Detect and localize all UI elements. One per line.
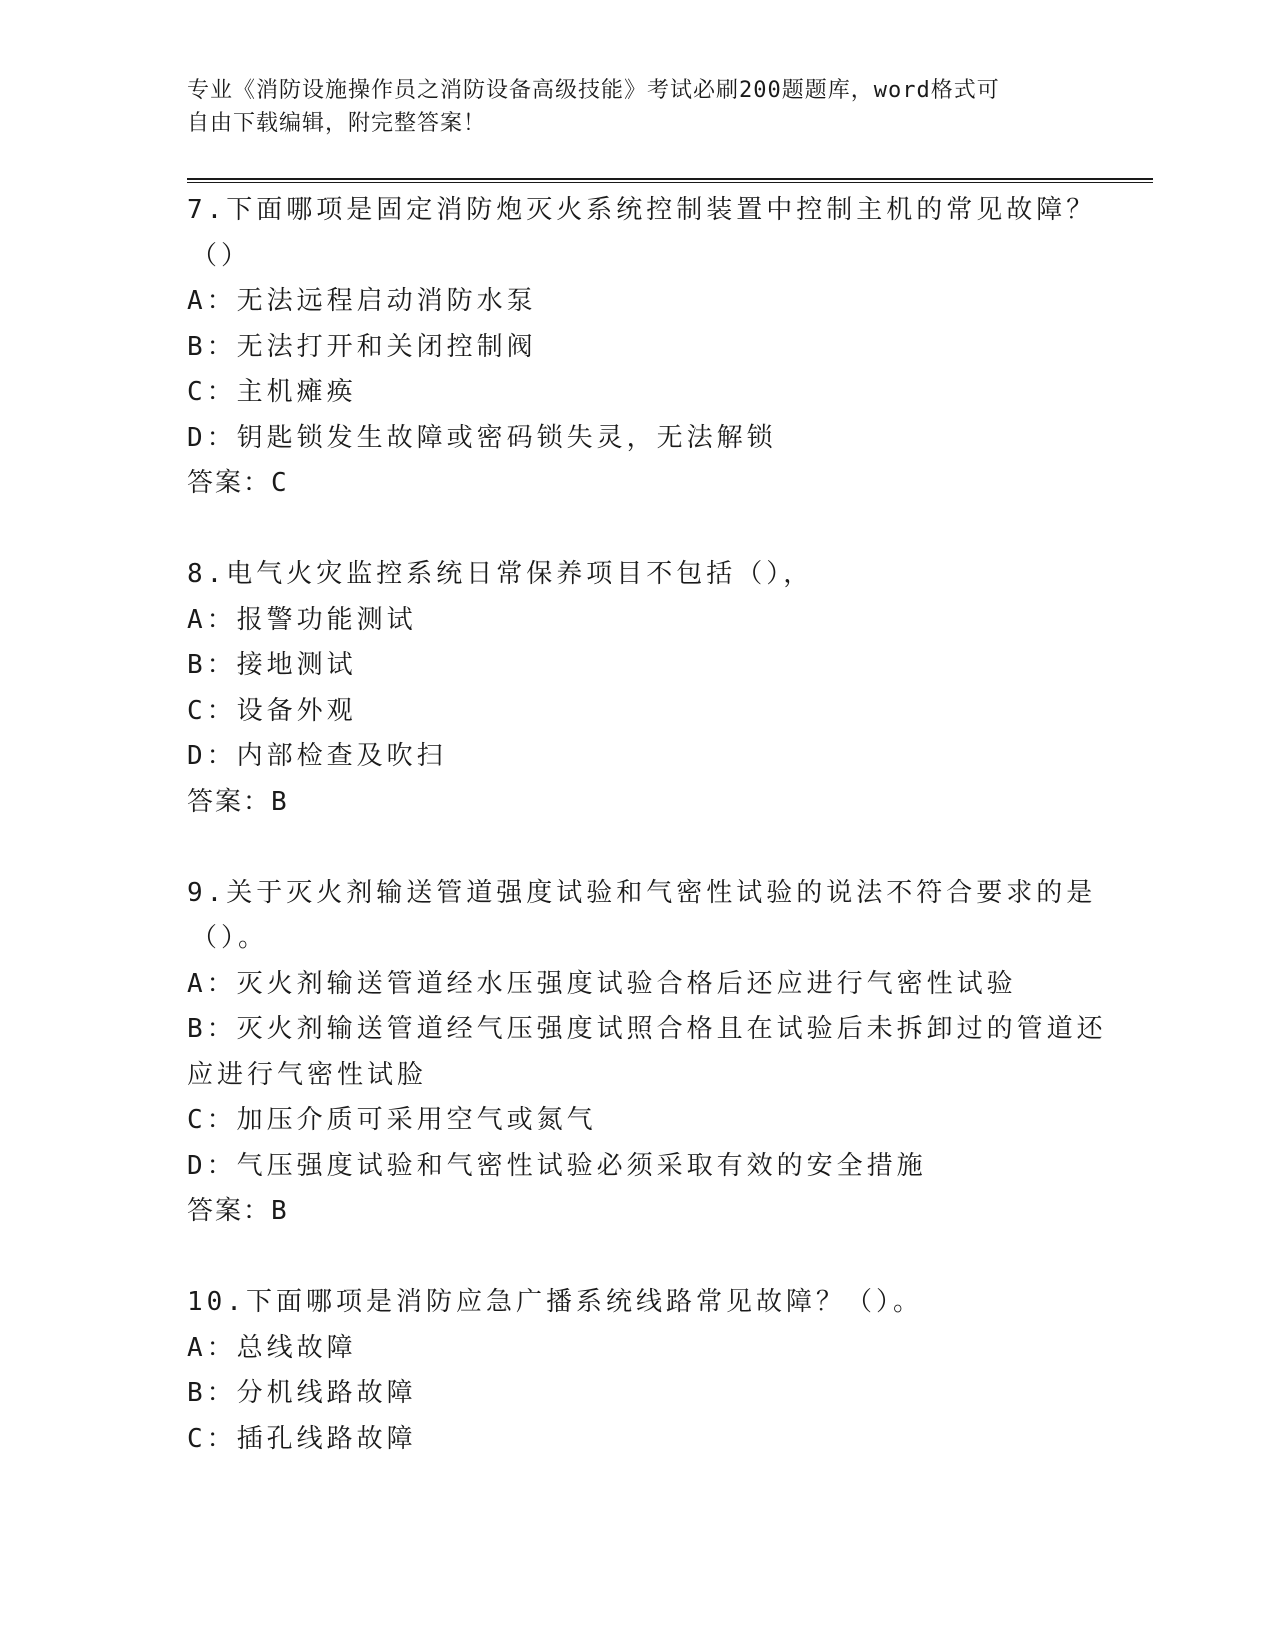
question-spacer — [187, 1235, 1087, 1281]
question-stem: 7.下面哪项是固定消防炮灭火系统控制装置中控制主机的常见故障？ — [187, 195, 1097, 225]
question-spacer — [187, 507, 1087, 553]
option-c: C：设备外观 — [187, 695, 357, 726]
option-d: D：钥匙锁发生故障或密码锁失灵，无法解锁 — [187, 422, 777, 453]
option-a: A：无法远程启动消防水泵 — [187, 286, 537, 316]
option-b: B：灭火剂输送管道经气压强度试照合格且在试验后未拆卸过的管道还 — [187, 1014, 1107, 1044]
question-8 — [187, 552, 1087, 825]
header-line-2: 自由下载编辑，附完整答案！ — [187, 111, 487, 136]
header-line-1: 专业《消防设施操作员之消防设备高级技能》考试必刷200题题库，word格式可 — [187, 78, 1000, 103]
answer: 答案：B — [187, 1196, 289, 1226]
answer: 答案：B — [187, 786, 289, 817]
option-c: C：主机瘫痪 — [187, 377, 357, 407]
option-c: C：加压介质可采用空气或氮气 — [187, 1105, 597, 1135]
question-7 — [187, 188, 1097, 507]
option-d: D：气压强度试验和气密性试验必须采取有效的安全措施 — [187, 1150, 927, 1181]
question-stem-continuation: （）。 — [191, 923, 269, 953]
header-rule-thin — [187, 182, 1153, 183]
question-stem: 8.电气火灾监控系统日常保养项目不包括（）， — [187, 559, 814, 589]
question-10 — [187, 1280, 1087, 1462]
option-b: B：分机线路故障 — [187, 1378, 417, 1408]
question-stem-continuation: （） — [191, 240, 252, 271]
question-9 — [187, 871, 1107, 1235]
option-b: B：无法打开和关闭控制阀 — [187, 331, 537, 362]
header-rule-thick — [187, 178, 1153, 180]
option-c: C：插孔线路故障 — [187, 1423, 417, 1454]
option-a: A：灭火剂输送管道经水压强度试验合格后还应进行气密性试验 — [187, 968, 1017, 999]
option-a: A：报警功能测试 — [187, 604, 417, 635]
question-list — [187, 188, 1107, 1462]
option-b: B：接地测试 — [187, 650, 357, 680]
question-spacer — [187, 825, 1087, 871]
document-header — [187, 74, 1067, 140]
option-d: D：内部检查及吹扫 — [187, 741, 447, 771]
question-stem: 10.下面哪项是消防应急广播系统线路常见故障？（）。 — [187, 1287, 923, 1317]
option-b-continuation: 应进行气密性试脸 — [187, 1059, 428, 1090]
question-stem: 9.关于灭火剂输送管道强度试验和气密性试验的说法不符合要求的是 — [187, 877, 1097, 908]
answer: 答案：C — [187, 468, 289, 498]
option-a: A：总线故障 — [187, 1332, 357, 1363]
